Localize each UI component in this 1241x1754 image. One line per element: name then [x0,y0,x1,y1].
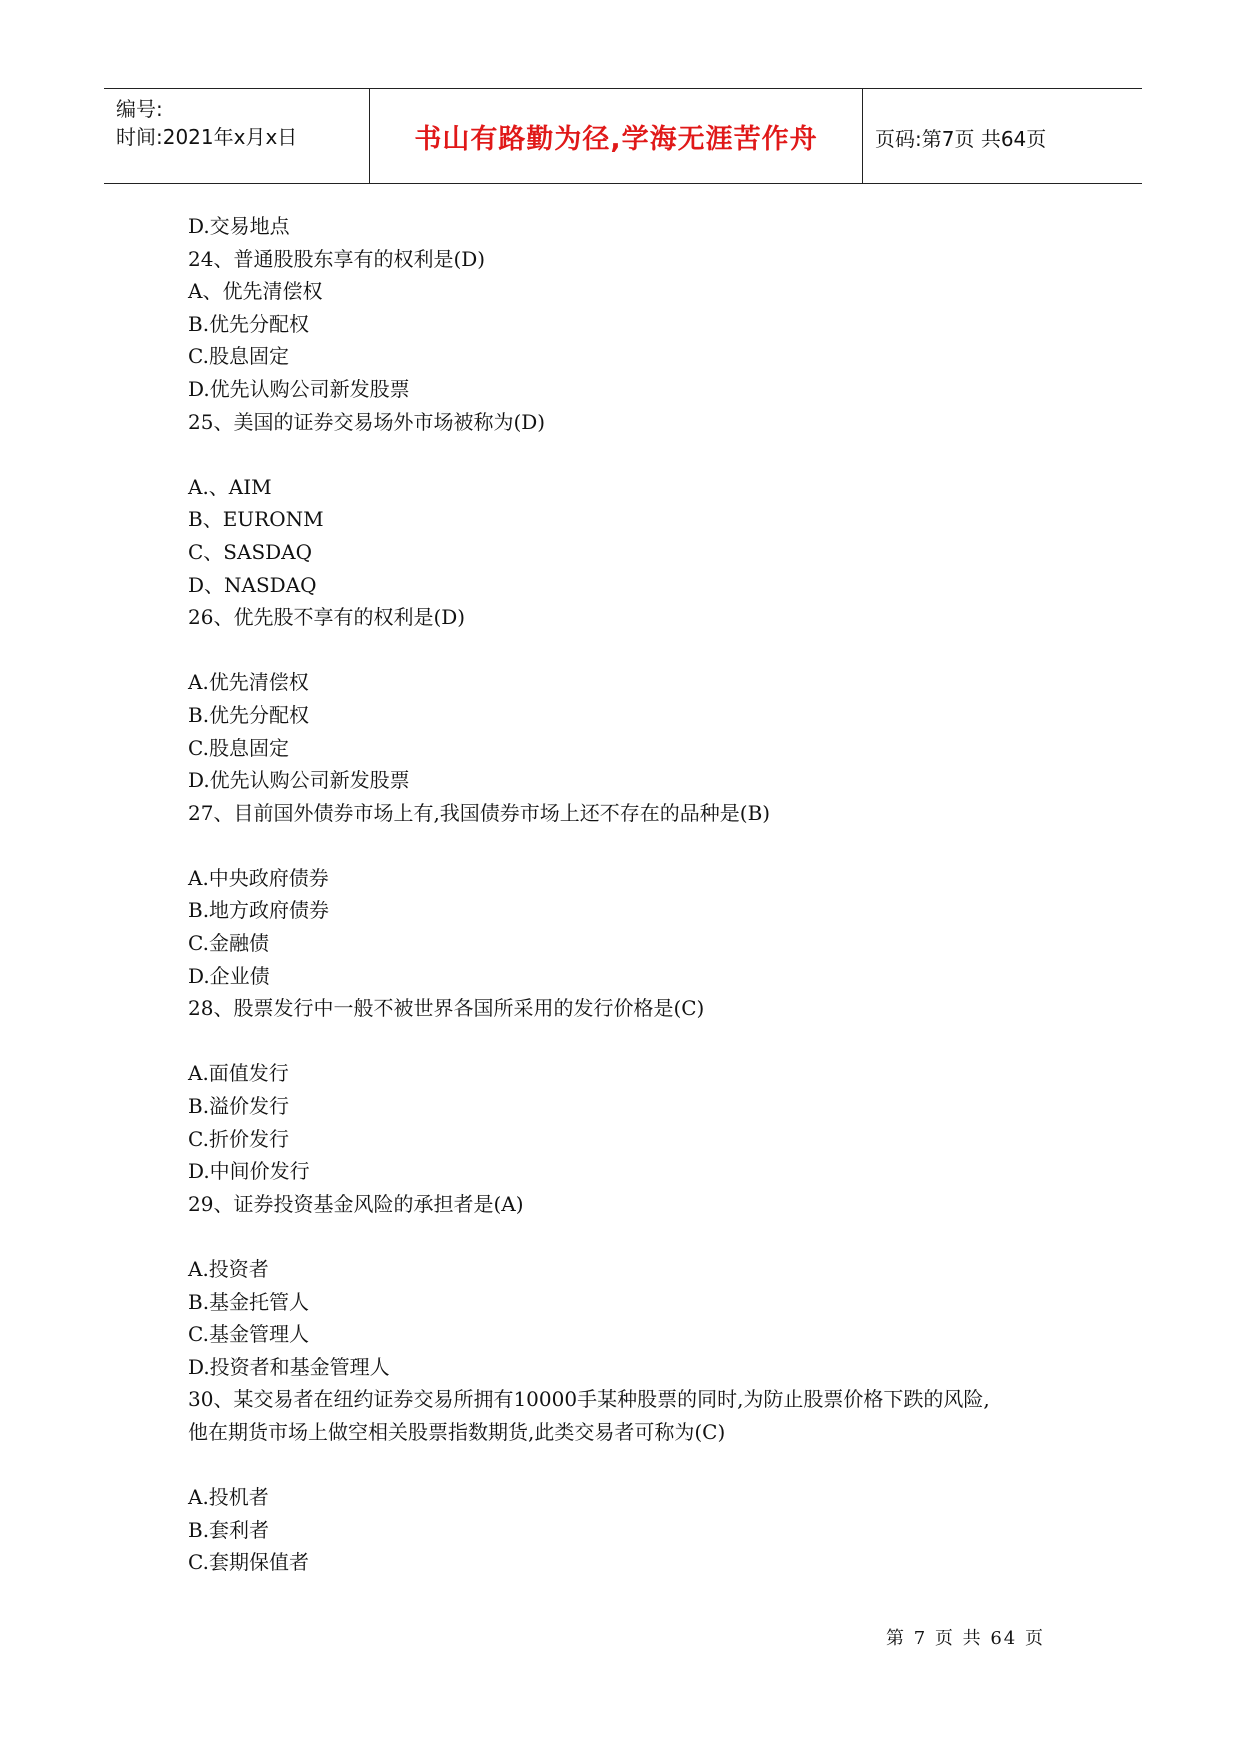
text-line: C.基金管理人 [188,1322,309,1347]
motto-text: 书山有路勤为径,学海无涯苦作舟 [414,124,818,155]
text-line: A.面值发行 [188,1061,289,1086]
text-line: A、优先清偿权 [188,279,323,304]
time-label: 时间:2021年x月x日 [116,125,298,149]
text-line: B.优先分配权 [188,702,310,727]
text-line: D.投资者和基金管理人 [188,1354,390,1379]
text-line: D.中间价发行 [188,1159,310,1184]
text-line: B.溢价发行 [188,1094,290,1119]
text-line: B.地方政府债券 [188,898,330,923]
text-line: A.投机者 [188,1485,269,1510]
blank-line [188,829,1068,862]
text-line: A.、AIM [188,474,272,499]
blank-line [188,1449,1068,1482]
text-line: 他在期货市场上做空相关股票指数期货,此类交易者可称为(C) [188,1419,726,1444]
text-line: C.套期保值者 [188,1550,309,1575]
text-line: B、EURONM [188,507,324,532]
text-line: 25、美国的证券交易场外市场被称为(D) [188,409,546,434]
header-meta [104,89,369,183]
text-line: 29、证券投资基金风险的承担者是(A) [188,1191,524,1216]
header-motto [369,89,863,183]
page-label: 页码:第7页 共64页 [875,127,1047,151]
question-list [188,210,1068,1579]
text-line: 24、普通股股东享有的权利是(D) [188,246,486,271]
text-line: B.优先分配权 [188,311,310,336]
text-line: C.折价发行 [188,1126,289,1151]
text-line: B.基金托管人 [188,1289,310,1314]
blank-line [188,1220,1068,1253]
text-line: A.中央政府债券 [188,865,329,890]
text-line: B.套利者 [188,1517,270,1542]
page-header [104,88,1142,184]
text-line: D.优先认购公司新发股票 [188,768,410,793]
text-line: 28、股票发行中一般不被世界各国所采用的发行价格是(C) [188,996,705,1021]
text-line: C、SASDAQ [188,539,313,564]
header-page [863,89,1142,183]
text-line: 26、优先股不享有的权利是(D) [188,605,466,630]
text-line: D、NASDAQ [188,572,317,597]
text-line: A.优先清偿权 [188,670,309,695]
text-line: A.投资者 [188,1257,269,1281]
text-line: D.交易地点 [188,214,290,238]
code-label: 编号: [116,97,163,121]
text-line: C.股息固定 [188,344,289,369]
blank-line [188,634,1068,667]
text-line: C.金融债 [188,931,269,956]
text-line: C.股息固定 [188,735,289,760]
text-line: D.优先认购公司新发股票 [188,376,410,401]
blank-line [188,1025,1068,1058]
blank-line [188,438,1068,471]
text-line: D.企业债 [188,963,270,988]
text-line: 30、某交易者在纽约证券交易所拥有10000手某种股票的同时,为防止股票价格下跌的风险, [188,1387,990,1412]
page-footer: 第 7 页 共 64 页 [886,1628,1045,1649]
text-line: 27、目前国外债券市场上有,我国债券市场上还不存在的品种是(B) [188,800,771,825]
